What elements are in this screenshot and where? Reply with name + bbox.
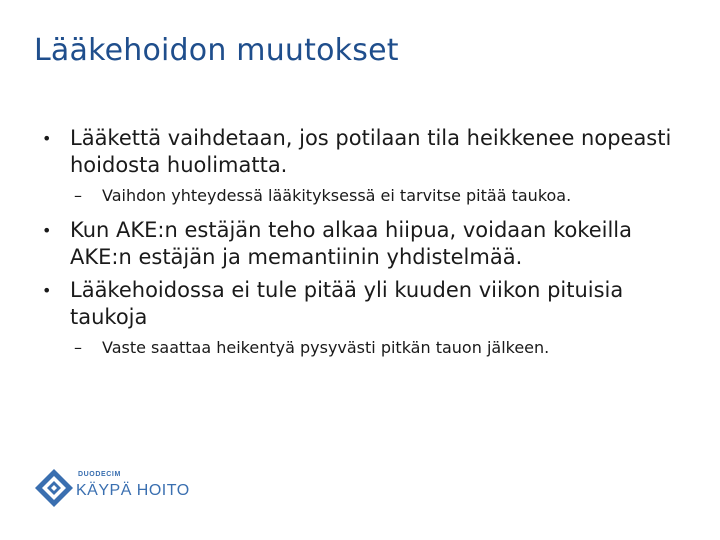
bullet-marker: • [42, 129, 52, 148]
bullet-item [40, 125, 680, 179]
bullet-marker: • [42, 281, 52, 300]
bullet-marker: • [42, 221, 52, 240]
diamond-logo-icon [34, 468, 74, 508]
bullet-item [40, 277, 680, 331]
logo-big-text: KÄYPÄ HOITO [76, 482, 190, 499]
sub-bullet-text: Vaihdon yhteydessä lääkityksessä ei tarvitse pitää taukoa. [102, 186, 572, 205]
bullet-text: Lääkettä vaihdetaan, jos potilaan tila heikkenee nopeasti hoidosta huolimatta. [70, 126, 672, 177]
sub-bullet-marker: – [74, 186, 82, 205]
slide-content [40, 125, 680, 369]
slide-title: Lääkehoidon muutokset [34, 33, 399, 68]
bullet-item [40, 217, 680, 271]
bullet-text: Kun AKE:n estäjän teho alkaa hiipua, voidaan kokeilla AKE:n estäjän ja memantiinin yhdistelmää. [70, 218, 632, 269]
sub-bullet-item [40, 337, 680, 359]
bullet-text: Lääkehoidossa ei tule pitää yli kuuden viikon pituisia taukoja [70, 278, 624, 329]
sub-bullet-marker: – [74, 338, 82, 357]
sub-bullet-item [40, 185, 680, 207]
sub-bullet-text: Vaste saattaa heikentyä pysyvästi pitkän tauon jälkeen. [102, 338, 550, 357]
logo-small-text: DUODECIM [78, 471, 121, 478]
